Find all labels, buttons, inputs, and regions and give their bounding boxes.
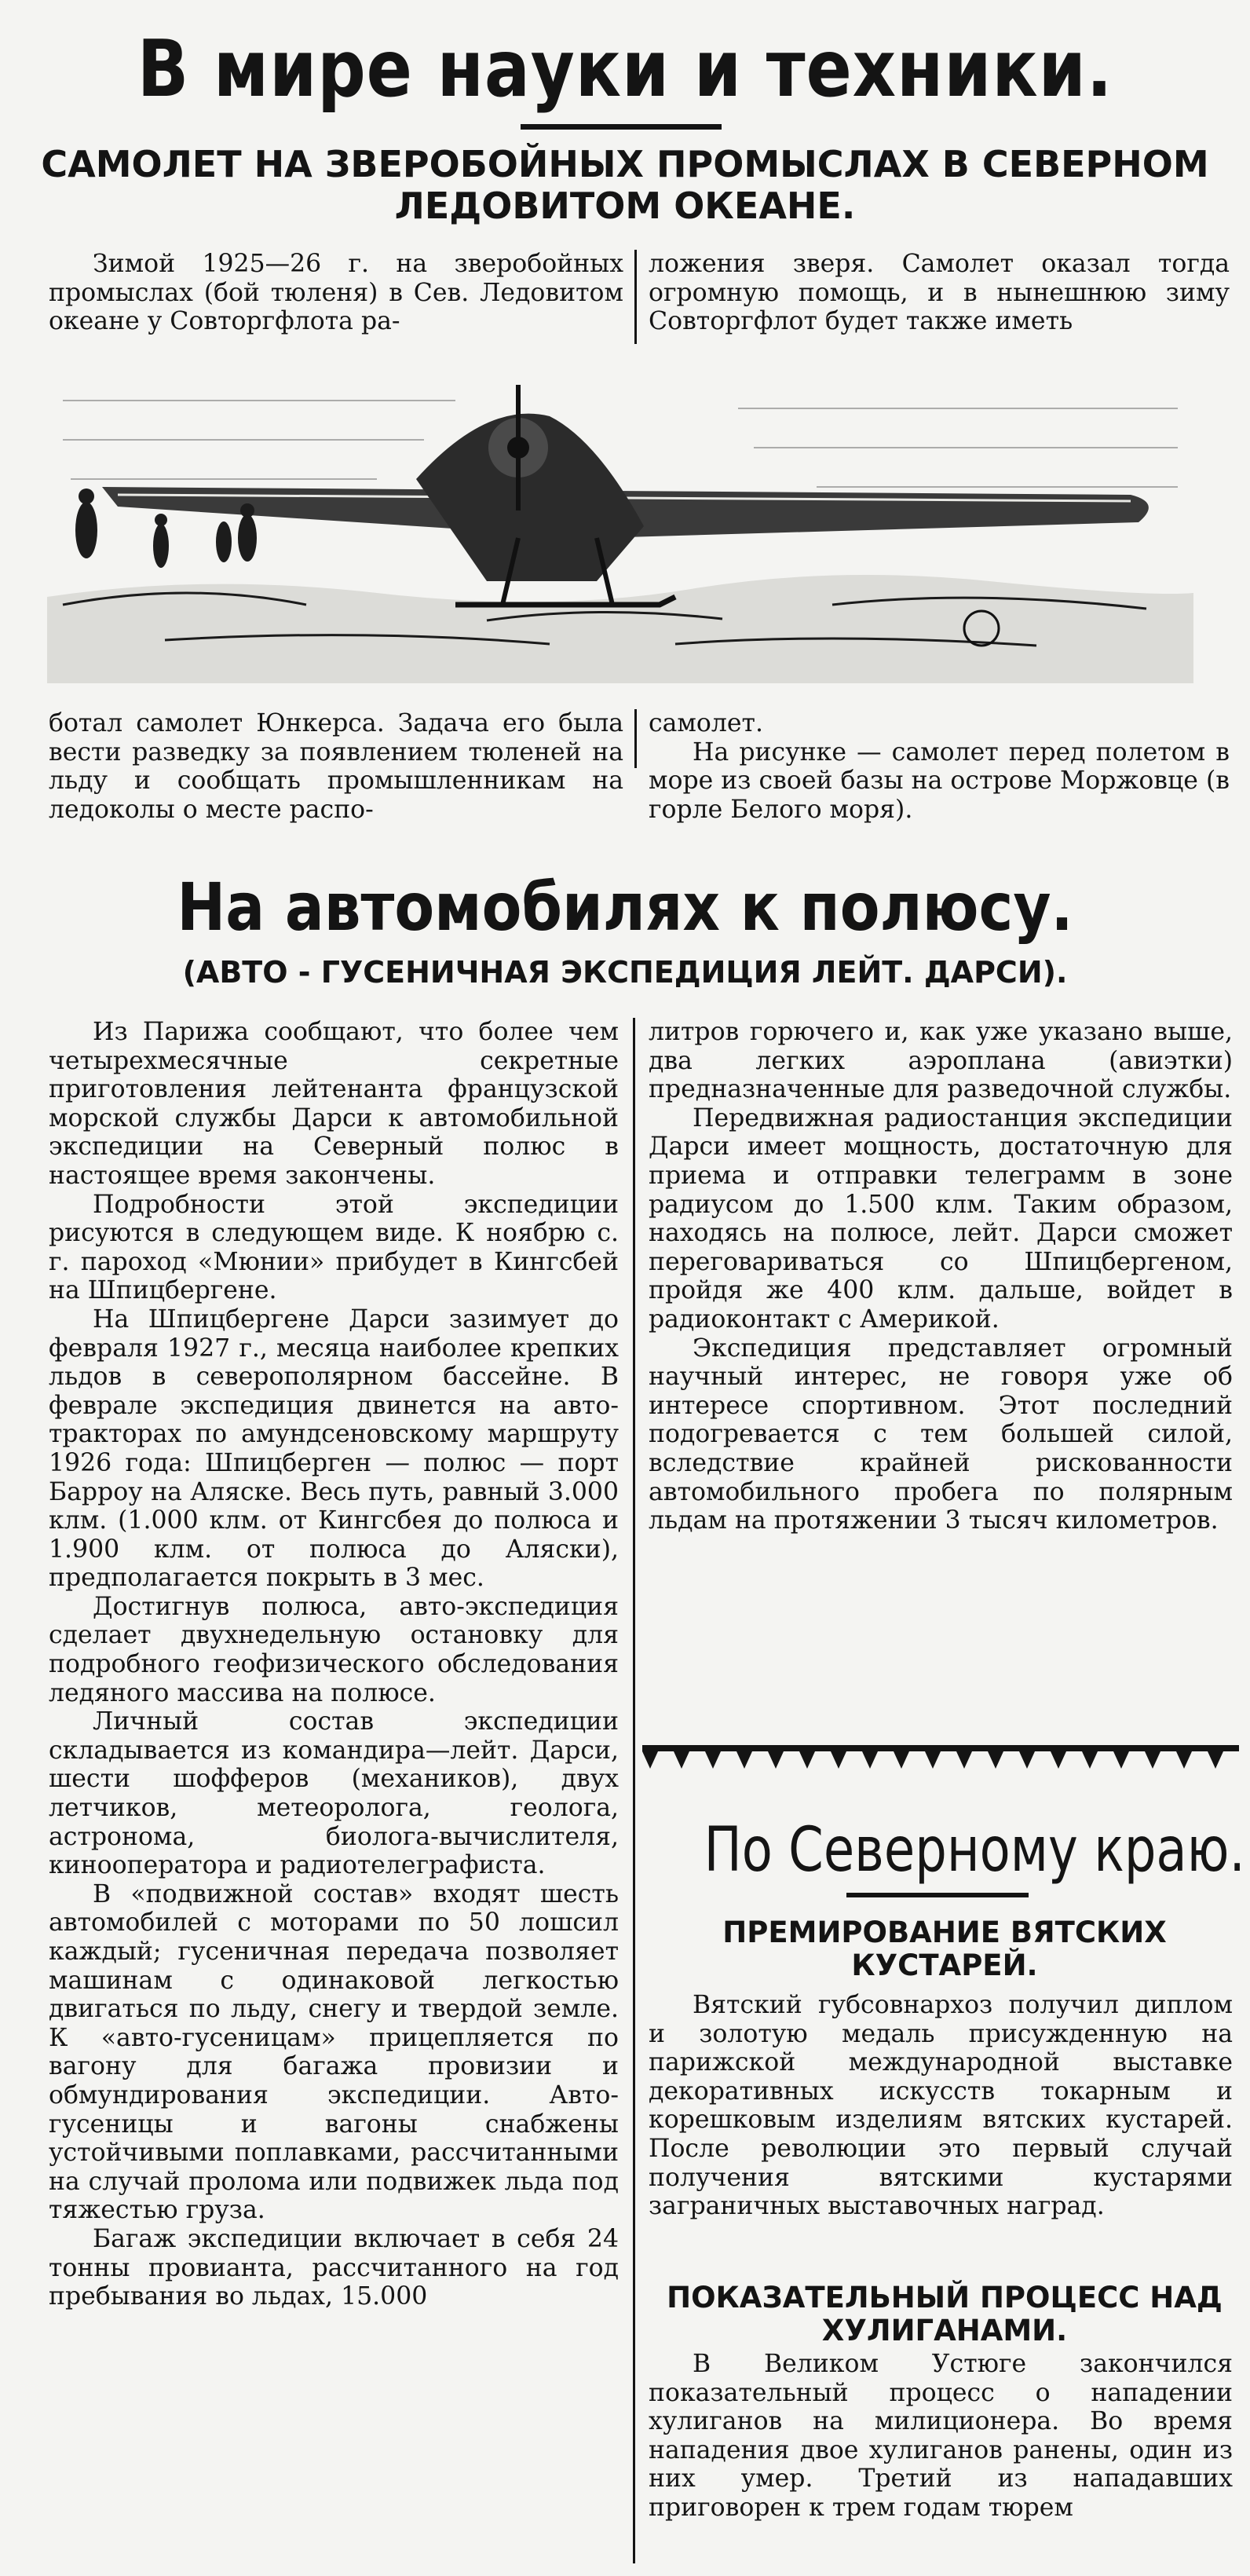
item1-headline: ПРЕМИРОВАНИЕ ВЯТСКИХ КУСТАРЕЙ. <box>722 1916 1167 1982</box>
article-headline-line1: САМОЛЕТ НА ЗВЕРОБОЙНЫХ ПРОМЫСЛАХ В СЕВЕРНОМ <box>41 143 1209 185</box>
section-north-title: По Северному краю. <box>704 1815 1245 1886</box>
section-north-underline <box>846 1893 1029 1897</box>
section-title: В мире науки и техники. <box>137 23 1113 115</box>
article1-bottom-left: ботал самолет Юнкерса. Задача его была вести разведку за появлением тюленей на льду и сообщать промышленникам на ледоколы о месте распо- <box>49 709 623 824</box>
article2-subheadline: (АВТО - ГУСЕНИЧНАЯ ЭКСПЕДИЦИЯ ЛЕЙТ. ДАРСИ). <box>182 955 1068 990</box>
ornamental-divider <box>642 1745 1239 1776</box>
article-headline-line2: ЛЕДОВИТОМ ОКЕАНЕ. <box>394 185 856 227</box>
column-divider <box>634 709 637 768</box>
column-divider <box>633 1018 635 2563</box>
article2-right-column: литров горючего и, как уже указано выше, два легких аэроплана (авиэтки) предназначенные для разведочной службы. Передвижная радиостанция экспедиции Дарси имеет мощность, достаточную для приема и отправки телеграмм в зоне радиусом до 1.500 клм. Таким образом, находясь на полюсе, лейт. Дарси сможет переговариваться со Шпицбергеном, пройдя же 400 клм. дальше, войдет в радиоконтакт с Америкой. Экспедиция представляет огромный научный интерес, не говоря уже об интересе спортивном. Этот последний подогревается с тем большей силой, вследствие крайней рискованности автомобильного пробега по полярным льдам на протяжении 3 тысяч километров. <box>649 1018 1233 1535</box>
airplane-illustration <box>47 369 1193 683</box>
item2-text: В Великом Устюге закончился показательный процесс о нападении хулиганов на милиционера. Во время нападения двое хулиганов ранены, один из них умер. Третий из нападавших приговорен к трем годам тюрем <box>649 2350 1233 2522</box>
item2-headline: ПОКАЗАТЕЛЬНЫЙ ПРОЦЕСС НАД ХУЛИГАНАМИ. <box>667 2281 1223 2347</box>
article2-left-column: Из Парижа сообщают, что более чем четырехмесячные секретные приготовления лейтенанта французской морской службы Дарси к автомобильной экспедиции на Северный полюс в настоящее время закончены. Подробности этой экспедиции рисуются в следующем виде. К ноябрю с. г. пароход «Мюнии» прибудет в Кингсбей на Шпицбергене. На Шпицбергене Дарси зазимует до февраля 1927 г., месяца наиболее крепких льдов в северополярном бассейне. В феврале экспедиция двинется на авто-тракторах по амундсеновскому маршруту 1926 года: Шпицберген — полюс — порт Барроу на Аляске. Весь путь, равный 3.000 клм. (1.000 клм. от Кингсбея до полюса и 1.900 клм. от полюса до Аляски), предполагается покрыть в 3 мес. Достигнув полюса, авто-экспедиция сделает двухнедельную остановку для подробного геофизического обследования ледяного массива на полюсе. Личный состав экспедиции складывается из командира—лейт. Дарси, шести шофферов (механиков), двух летчиков, метеоролога, геолога, астронома, биолога-вычислителя, кинооператора и радиотелеграфиста. В «подвижной состав» входят шесть автомобилей с моторами по 50 лошсил каждый; гусеничная передача позволяет машинам с одинаковой легкостью двигаться по льду, снегу и твердой земле. К «авто-гусеницам» прицепляется по вагону для багажа провизии и обмундирования экспедиции. Авто-гусеницы и вагоны снабжены устойчивыми поплавками, рассчитанными на случай пролома или подвижек льда под тяжестью груза. Багаж экспедиции включает в себя 24 тонны провианта, рассчитанного на год пребывания во льдах, 15.000 <box>49 1018 619 2311</box>
item1-text: Вятский губсовнархоз получил диплом и золотую медаль присужденную на парижской международной выставке декоративных искусств токарным и корешковым изделиям вятских кустарей. После революции это первый случай получения вятскими кустарями заграничных выставочных наград. <box>649 1991 1233 2221</box>
column-divider <box>634 250 637 344</box>
article1-top-right: ложения зверя. Самолет оказал тогда огромную помощь, и в нынешнюю зиму Совторгфлот будет также иметь <box>649 250 1230 336</box>
article2-headline: На автомобилях к полюсу. <box>177 869 1073 946</box>
title-underline <box>521 124 722 130</box>
article1-bottom-right: самолет. На рисунке — самолет перед полетом в море из своей базы на острове Моржовце (в горле Белого моря). <box>649 709 1230 824</box>
article1-top-left: Зимой 1925—26 г. на зверобойных промыслах (бой тюленя) в Сев. Ледовитом океане у Совторгфлота ра- <box>49 250 623 336</box>
